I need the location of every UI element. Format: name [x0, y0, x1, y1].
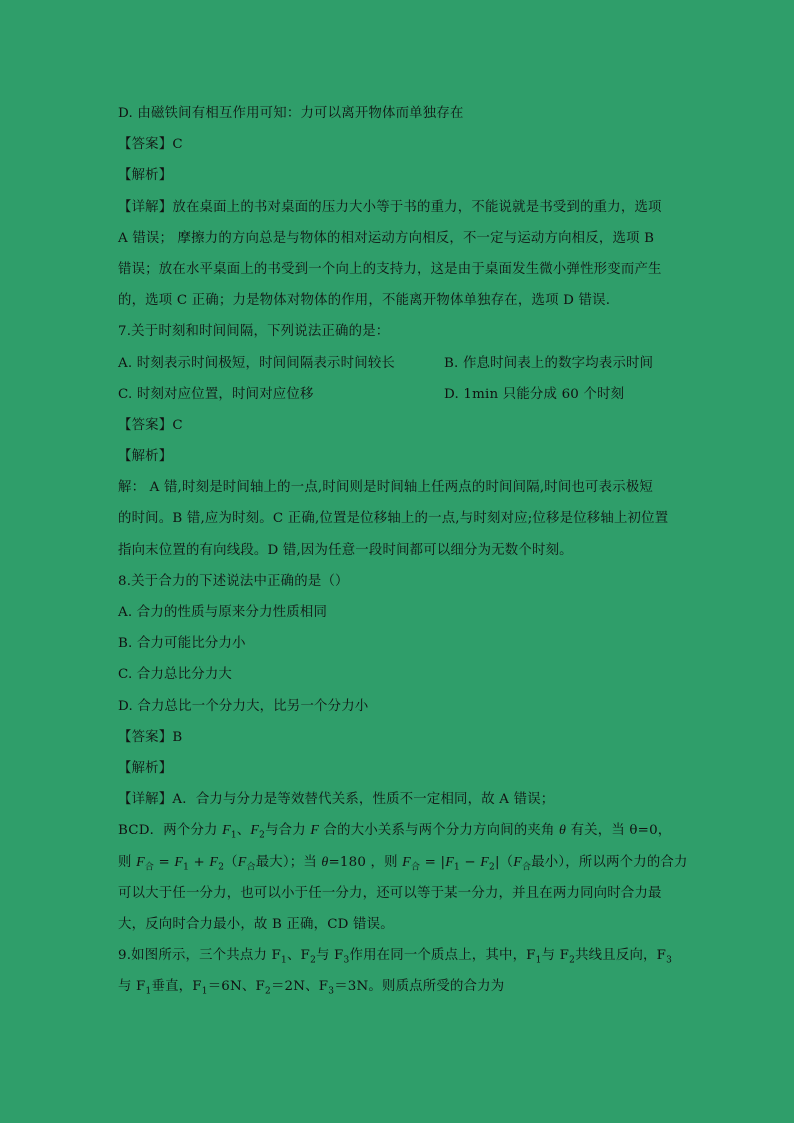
q7-options-row-1 — [118, 348, 678, 379]
q8-option-c: C. 合力总比分力大 — [118, 667, 233, 683]
q8-detail-line-4: 可以大于任一分力，也可以小于任一分力，还可以等于某一分力，并且在两力同向时合力最 — [118, 885, 662, 901]
document-page — [118, 98, 688, 1002]
detail-tag: 【详解】 — [118, 199, 173, 215]
q8-option-a: A. 合力的性质与原来分力性质相同 — [118, 605, 328, 620]
q7-options-row-2 — [118, 379, 678, 410]
q7-answer: 【答案】C — [118, 417, 183, 433]
q8-detail-line-1: 【详解】A．合力与分力是等效替代关系，性质不一定相同，故 A 错误； — [118, 792, 555, 808]
q6-detail-line-4: 的，选项 C 正确；力是物体对物体的作用，不能离开物体单独存在，选项 D 错误. — [118, 293, 611, 309]
q7-option-b: B. 作息时间表上的数字均表示时间 — [444, 355, 654, 371]
q7-detail-line-1: 解： A 错,时刻是时间轴上的一点,时间则是时间轴上任两点的时间间隔,时间也可表示极短 — [118, 480, 654, 496]
q8-analysis-heading: 【解析】 — [118, 760, 173, 776]
q6-detail-line-3: 错误；放在水平桌面上的书受到一个向上的支持力，这是由于桌面发生微小弹性形变而产生 — [118, 261, 662, 277]
q8-answer: 【答案】B — [118, 729, 183, 745]
q7-option-c: C. 时刻对应位置，时间对应位移 — [118, 386, 314, 402]
q7-option-d: D. 1min 只能分成 60 个时刻 — [444, 386, 625, 402]
detail-tag: 【详解】 — [118, 792, 173, 808]
q8-stem: 8.关于合力的下述说法中正确的是（） — [118, 573, 349, 589]
q8-detail-line-3: 则 $F_合 = F_1 + F_2(F_合$最大）；当 θ=180 ，则 $F_合 = |F_1 - F_2|(F_合$最小），所以两个力的合力 — [118, 854, 688, 873]
q8-option-b: B. 合力可能比分力小 — [118, 636, 246, 652]
q8-detail-line-5: 大，反向时合力最小，故 B 正确，CD 错误。 — [118, 916, 394, 932]
q8-option-d: D. 合力总比一个分力大，比另一个分力小 — [118, 698, 369, 714]
q8-detail-line-2: BCD．两个分力 $F_1$、$F_2$与合力 F 合的大小关系与两个分力方向间的夹角 θ 有关，当 θ=0， — [118, 823, 672, 841]
q7-detail-line-3: 指向末位置的有向线段。D 错,因为任意一段时间都可以细分为无数个时刻。 — [118, 542, 573, 558]
q9-stem-line-1: 9.如图所示，三个共点力 $F_1$、$F_2$与 $F_3$作用在同一个质点上，其中，$F_1$与 $F_2$共线且反向，$F_3$ — [118, 948, 673, 966]
q7-analysis-heading: 【解析】 — [118, 449, 173, 465]
q7-option-a: A. 时刻表示时间极短，时间间隔表示时间较长 — [118, 355, 396, 371]
q7-stem: 7.关于时刻和时间间隔，下列说法正确的是： — [118, 324, 390, 340]
q6-detail-line-1: 【详解】放在桌面上的书对桌面的压力大小等于书的重力，不能说就是书受到的重力，选项 — [118, 199, 662, 215]
q6-option-d: D. 由磁铁间有相互作用可知：力可以离开物体而单独存在 — [118, 106, 464, 121]
q6-analysis-heading: 【解析】 — [118, 168, 173, 184]
q9-stem-line-2: 与 $F_1$垂直，$F_1=6N$、$F_2=2N$、$F_3=3N$。则质点所受的合力为 — [118, 979, 505, 997]
q6-answer: 【答案】C — [118, 137, 183, 153]
q7-detail-line-2: 的时间。B 错,应为时刻。C 正确,位置是位移轴上的一点,与时刻对应;位移是位移轴上初位置 — [118, 511, 669, 527]
q6-detail-line-2: A 错误； 摩擦力的方向总是与物体的相对运动方向相反，不一定与运动方向相反，选项 B — [118, 230, 655, 246]
